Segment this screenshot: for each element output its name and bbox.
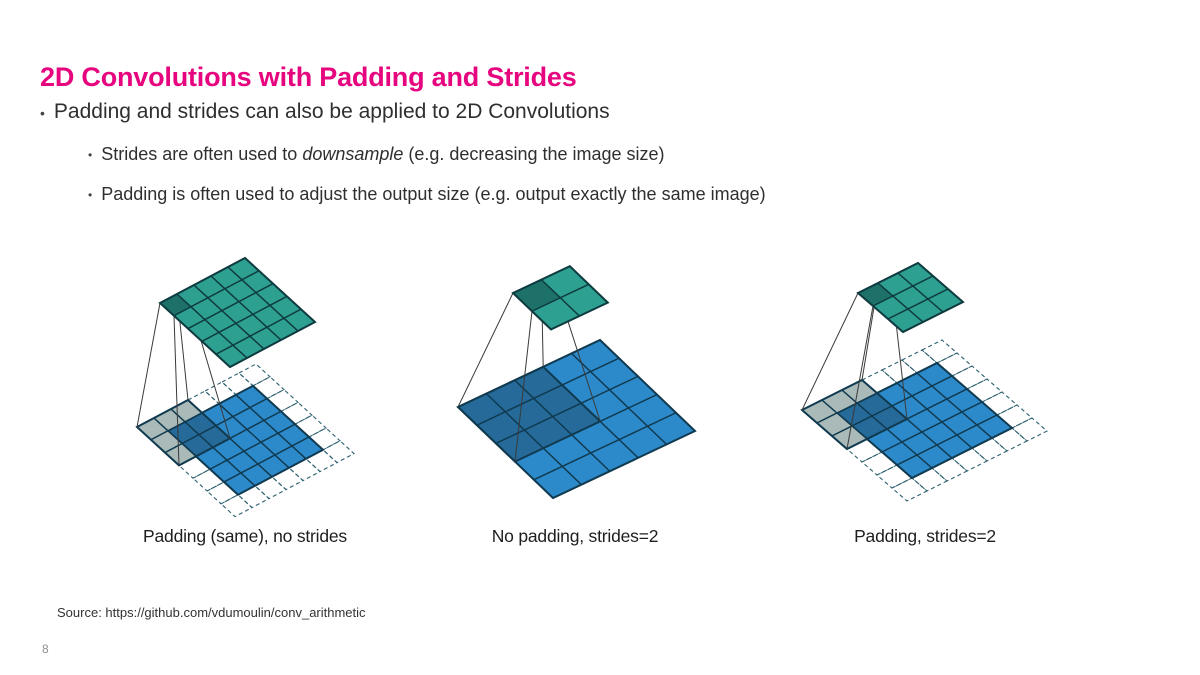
conv-figure-no-padding-strides-2 [430,250,720,547]
bullet-text: Padding and strides can also be applied to 2D Convolutions [53,100,610,123]
sub-bullet-text: Strides are often used to downsample (e.g. decreasing the image size) [101,144,665,164]
bullet-marker-icon: • [40,105,45,121]
sub-bullet-item [88,144,665,166]
sub-bullet-item [88,184,766,206]
bullet-item [40,100,610,126]
slide-title: 2D Convolutions with Padding and Strides [40,62,577,93]
figure-caption: Padding (same), no strides [143,526,347,546]
conv-diagram-same-padding-no-strides [120,250,370,518]
page-number: 8 [42,642,49,656]
bullet-marker-icon: • [88,148,93,162]
conv-figure-padding-strides-2 [775,250,1075,547]
conv-diagram-no-padding-strides-2 [430,250,720,518]
source-note: Source: https://github.com/vdumoulin/conv_arithmetic [57,605,366,620]
sub-bullet-text: Padding is often used to adjust the output size (e.g. output exactly the same image) [101,184,766,204]
conv-figure-same-padding-no-strides [120,250,370,547]
bullet-marker-icon: • [88,188,93,202]
conv-diagram-padding-strides-2 [775,250,1075,518]
figure-caption: No padding, strides=2 [491,526,659,546]
figure-caption: Padding, strides=2 [854,526,996,546]
